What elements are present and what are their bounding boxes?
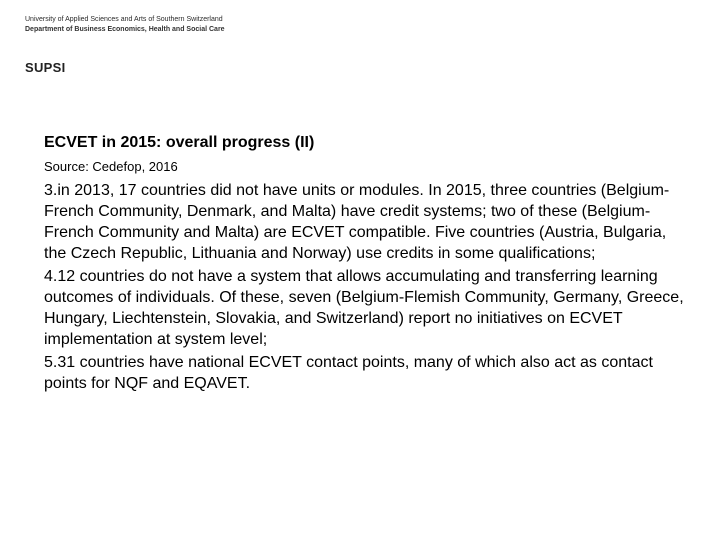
institution-header: [25, 15, 225, 35]
list-item: 5.31 countries have national ECVET contact points, many of which also act as contact points for NQF and EQAVET.: [44, 354, 653, 392]
list-item: 3.in 2013, 17 countries did not have units or modules. In 2015, three countries (Belgium-French Community, Denmark, and Malta) have credit systems; two of these (Belgium-French Community and Malta) are ECVET compatible. Five countries (Austria, Bulgaria, the Czech Republic, Lithuania and Norway) use credits in some qualifications;: [44, 182, 670, 262]
institution-name: University of Applied Sciences and Arts of Southern Switzerland: [25, 16, 223, 23]
source-note: Source: Cedefop, 2016: [44, 159, 178, 174]
slide-content: [44, 132, 684, 396]
department-name: Department of Business Economics, Health and Social Care: [25, 26, 225, 33]
list-item: 4.12 countries do not have a system that allows accumulating and transferring learning outcomes of individuals. Of these, seven (Belgium-Flemish Community, Germany, Greece, Hungary, Liechtenstein, Slovakia, and Switzerland) report no initiatives on ECVET implementation at system level;: [44, 268, 684, 348]
slide-title: ECVET in 2015: overall progress (II): [44, 134, 315, 151]
supsi-logo: SUPSI: [25, 60, 66, 75]
